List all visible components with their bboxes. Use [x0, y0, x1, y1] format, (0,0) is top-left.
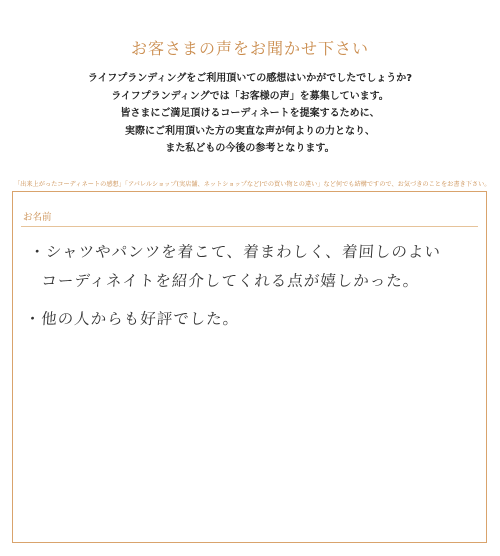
- intro-line: 皆さまにご満足頂けるコーディネートを提案するために、: [120, 108, 380, 119]
- name-field-underline: [21, 226, 478, 227]
- comment-line: ・他の人からも好評でした。: [24, 310, 240, 328]
- form-instruction-note: 「出来上がったコーディネートの感想」「アパレルショップ(実店舗、ネットショップなど)での買い物との違い」など何でも結構ですので、お気づきのことをお書き下さい。: [14, 181, 490, 188]
- feedback-form-box: [12, 191, 487, 543]
- name-field-label: お名前: [23, 212, 52, 223]
- handwritten-comment: [24, 238, 471, 334]
- intro-line: ライフプランディングでは「お客様の声」を募集しています。: [111, 90, 389, 102]
- page-title: お客さまの声をお聞かせ下さい: [130, 39, 369, 58]
- comment-line: ・シャツやパンツを着こて、着まわしく、着回しのよい: [28, 243, 442, 261]
- comment-line: コーディネイトを紹介してくれる点が嬉しかった。: [40, 272, 420, 290]
- intro-line: また私どもの今後の参考となります。: [165, 143, 335, 154]
- intro-line: 実際にご利用頂いた方の実直な声が何よりの力となり、: [125, 125, 375, 137]
- intro-line: ライフプランディングをご利用頂いての感想はいかがでしたでしょうか?: [87, 73, 413, 84]
- intro-text: [40, 70, 460, 158]
